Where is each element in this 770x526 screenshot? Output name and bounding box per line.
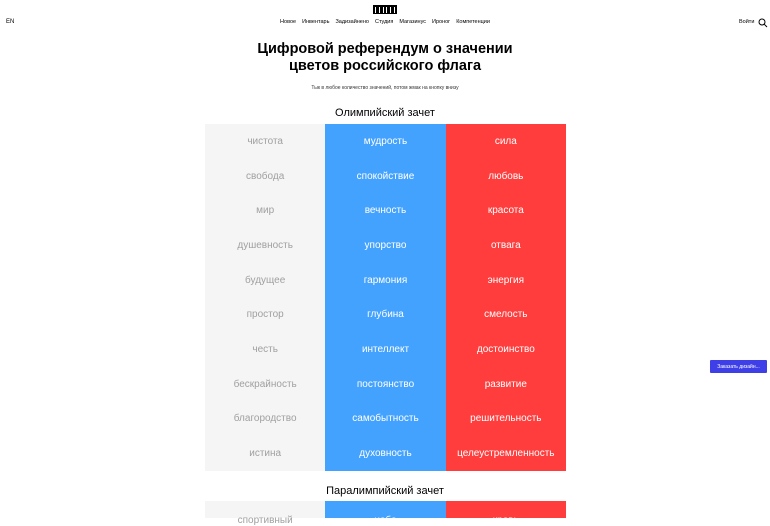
login-link[interactable]: Войти <box>739 19 755 25</box>
instruction-text: Тык в любое количество значений, потом жмак на кнопку внизу <box>311 85 459 91</box>
option-cell[interactable]: самобытность <box>352 413 419 425</box>
option-cell[interactable]: целеустремленность <box>457 448 555 460</box>
option-cell[interactable]: гармония <box>363 274 408 286</box>
option-cell[interactable]: благородство <box>233 413 297 425</box>
option-cell[interactable]: сила <box>494 135 517 147</box>
option-cell[interactable]: небо <box>374 515 397 526</box>
option-cell[interactable]: упорство <box>364 239 407 251</box>
paralympic-section-title: Паралимпийский зачет <box>326 485 444 497</box>
option-cell[interactable]: истина <box>249 448 282 460</box>
white-column <box>205 501 325 526</box>
option-cell[interactable]: спортивный <box>237 515 293 526</box>
nav-item-inventory[interactable]: Инвентарь <box>302 19 330 25</box>
page-title-line1: Цифровой референдум о значении <box>257 41 513 57</box>
option-cell[interactable]: достоинство <box>476 343 535 355</box>
option-cell[interactable]: отвага <box>490 239 521 251</box>
nav-item-ironog[interactable]: Ироног <box>432 19 451 25</box>
option-cell[interactable]: красота <box>487 205 524 217</box>
option-cell[interactable]: бескрайность <box>233 378 297 390</box>
option-cell[interactable]: вечность <box>364 205 407 217</box>
option-cell[interactable]: будущее <box>245 274 286 286</box>
blue-column <box>325 501 445 526</box>
nav-item-new[interactable]: Новое <box>280 19 297 25</box>
option-cell[interactable]: чистота <box>247 135 283 147</box>
option-cell[interactable]: мир <box>256 205 275 217</box>
order-design-button[interactable]: Заказать дизайн... <box>710 360 767 373</box>
nav-item-shop[interactable]: Магазинус <box>399 19 427 25</box>
option-cell[interactable]: свобода <box>246 170 285 182</box>
option-cell[interactable]: простор <box>246 309 284 321</box>
olympic-grid <box>205 124 566 471</box>
red-column <box>446 124 566 471</box>
page-title <box>0 41 770 75</box>
option-cell[interactable]: интеллект <box>361 343 410 355</box>
paralympic-grid <box>205 501 566 526</box>
option-cell[interactable]: кровь <box>492 515 519 526</box>
nav-item-competencies[interactable]: Компетенции <box>456 19 490 25</box>
site-header <box>0 0 770 40</box>
blue-column <box>325 124 445 471</box>
page-title-line2: цветов российского флага <box>288 58 482 74</box>
option-cell[interactable]: энергия <box>487 274 525 286</box>
option-cell[interactable]: мудрость <box>363 135 408 147</box>
site-logo[interactable] <box>373 5 397 14</box>
white-column <box>205 124 325 471</box>
option-cell[interactable]: душевность <box>237 239 293 251</box>
option-cell[interactable]: решительность <box>470 413 542 425</box>
option-cell[interactable]: любовь <box>488 170 524 182</box>
option-cell[interactable]: глубина <box>367 309 404 321</box>
option-cell[interactable]: честь <box>252 343 278 355</box>
option-cell[interactable]: развитие <box>484 378 527 390</box>
option-cell[interactable]: смелость <box>484 309 528 321</box>
option-cell[interactable]: духовность <box>359 448 412 460</box>
search-icon[interactable] <box>758 18 768 28</box>
nav-item-designed[interactable]: Задизайнено <box>335 19 369 25</box>
main-nav <box>0 19 770 25</box>
olympic-section-title: Олимпийский зачет <box>335 107 435 119</box>
red-column <box>446 501 566 526</box>
language-switch[interactable]: EN <box>6 19 15 25</box>
option-cell[interactable]: спокойствие <box>356 170 415 182</box>
option-cell[interactable]: постоянство <box>356 378 415 390</box>
nav-item-studio[interactable]: Студия <box>374 19 394 25</box>
